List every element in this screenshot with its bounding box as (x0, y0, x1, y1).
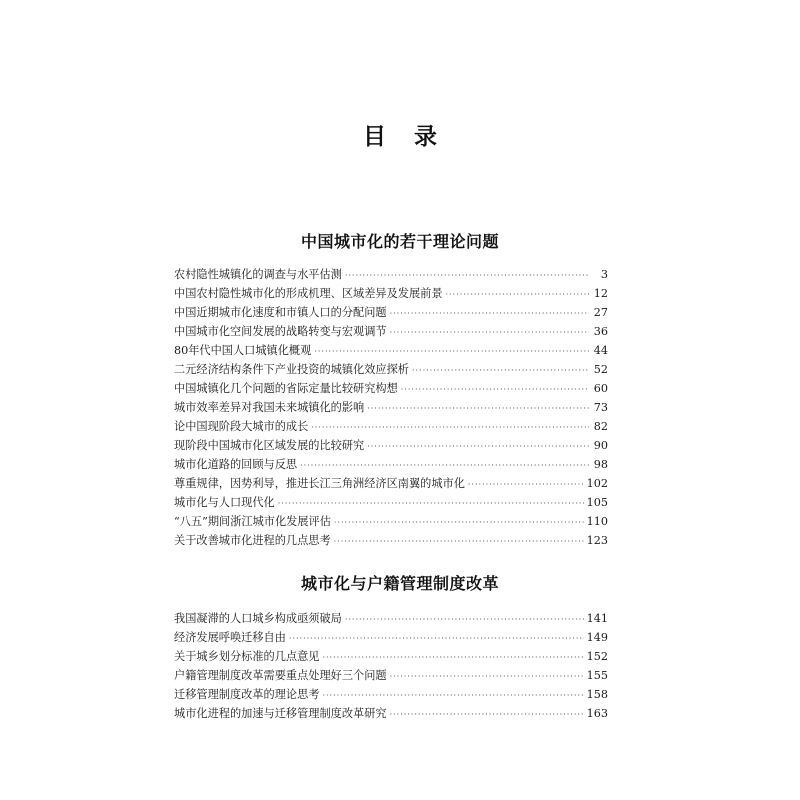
leader-dots (300, 456, 589, 474)
toc-entry[interactable] (174, 265, 608, 284)
leader-dots (390, 705, 584, 723)
leader-dots (334, 513, 584, 531)
leader-dots (345, 610, 584, 628)
toc-entry-title: 尊重规律，因势利导，推进长江三角洲经济区南翼的城市化 (174, 477, 465, 490)
leader-dots (322, 648, 583, 666)
leader-dots (390, 323, 589, 341)
toc-list-section-1 (174, 265, 608, 550)
toc-entry-page-number: 163 (586, 707, 608, 720)
toc-entry-title: “八五”期间浙江城市化发展评估 (174, 515, 331, 528)
toc-entry-page-number: 52 (593, 363, 608, 376)
toc-entry[interactable] (174, 360, 608, 379)
toc-entry-title: 中国农村隐性城市化的形成机理、区域差异及发展前景 (174, 287, 443, 300)
leader-dots (367, 437, 589, 455)
toc-entry-title: 户籍管理制度改革需要重点处理好三个问题 (174, 669, 387, 682)
toc-entry-page-number: 102 (586, 477, 608, 490)
toc-entry-page-number: 60 (593, 382, 608, 395)
toc-entry-title: 关于城乡划分标准的几点意见 (174, 650, 320, 663)
toc-entry-title: 关于改善城市化进程的几点思考 (174, 534, 331, 547)
toc-entry-page-number: 110 (586, 515, 608, 528)
toc-entry-title: 农村隐性城镇化的调查与水平估测 (174, 268, 342, 281)
leader-dots (367, 399, 589, 417)
toc-entry[interactable] (174, 398, 608, 417)
toc-entry[interactable] (174, 628, 608, 647)
toc-entry[interactable] (174, 512, 608, 531)
toc-entry[interactable] (174, 341, 608, 360)
toc-entry[interactable] (174, 455, 608, 474)
toc-entry-title: 城市效率差异对我国未来城镇化的影响 (174, 401, 365, 414)
toc-entry-title: 城市化进程的加速与迁移管理制度改革研究 (174, 707, 387, 720)
section-heading-2: 城市化与户籍管理制度改革 (300, 574, 499, 593)
toc-entry[interactable] (174, 647, 608, 666)
leader-dots (390, 667, 584, 685)
leader-dots (314, 342, 589, 360)
toc-entry[interactable] (174, 493, 608, 512)
toc-entry[interactable] (174, 322, 608, 341)
leader-dots (334, 532, 584, 550)
leader-dots (412, 361, 589, 379)
leader-dots (345, 266, 589, 284)
toc-entry-title: 中国城镇化几个问题的省际定量比较研究构想 (174, 382, 398, 395)
toc-entry-page-number: 82 (593, 420, 608, 433)
toc-entry-page-number: 98 (593, 458, 608, 471)
toc-entry-title: 80年代中国人口城镇化概观 (174, 344, 312, 357)
toc-list-section-2 (174, 609, 608, 723)
toc-entry[interactable] (174, 303, 608, 322)
toc-entry[interactable] (174, 379, 608, 398)
toc-entry-page-number: 44 (593, 344, 608, 357)
toc-entry-page-number: 152 (586, 650, 608, 663)
toc-entry-page-number: 27 (593, 306, 608, 319)
leader-dots (311, 418, 589, 436)
toc-entry[interactable] (174, 531, 608, 550)
toc-entry-title: 经济发展呼唤迁移自由 (174, 631, 286, 644)
toc-entry-page-number: 73 (593, 401, 608, 414)
toc-entry-title: 现阶段中国城市化区域发展的比较研究 (174, 439, 365, 452)
toc-entry[interactable] (174, 704, 608, 723)
toc-entry[interactable] (174, 609, 608, 628)
leader-dots (289, 629, 584, 647)
toc-entry-title: 城市化与人口现代化 (174, 496, 275, 509)
toc-entry-page-number: 141 (586, 612, 608, 625)
leader-dots (278, 494, 584, 512)
toc-entry-title: 中国城市化空间发展的战略转变与宏观调节 (174, 325, 387, 338)
toc-entry-title: 城市化道路的回顾与反思 (174, 458, 298, 471)
leader-dots (446, 285, 589, 303)
toc-entry-page-number: 36 (593, 325, 608, 338)
toc-entry-title: 论中国现阶段大城市的成长 (174, 420, 309, 433)
title-char-2: 录 (414, 124, 437, 150)
toc-entry-page-number: 3 (600, 268, 608, 281)
toc-entry-page-number: 158 (586, 688, 608, 701)
toc-entry-page-number: 105 (586, 496, 608, 509)
section-heading-1: 中国城市化的若干理论问题 (300, 232, 499, 251)
toc-entry-title: 迁移管理制度改革的理论思考 (174, 688, 320, 701)
leader-dots (401, 380, 589, 398)
toc-entry[interactable] (174, 666, 608, 685)
leader-dots (322, 686, 583, 704)
toc-entry-page-number: 155 (586, 669, 608, 682)
toc-entry-title: 中国近期城市化速度和市镇人口的分配问题 (174, 306, 387, 319)
toc-entry[interactable] (174, 284, 608, 303)
toc-entry[interactable] (174, 685, 608, 704)
leader-dots (390, 304, 589, 322)
toc-entry-page-number: 90 (593, 439, 608, 452)
page-title (0, 118, 800, 151)
toc-entry[interactable] (174, 436, 608, 455)
toc-entry-page-number: 149 (586, 631, 608, 644)
title-char-1: 目 (363, 124, 386, 150)
toc-entry-page-number: 12 (593, 287, 608, 300)
toc-entry[interactable] (174, 417, 608, 436)
toc-entry-title: 二元经济结构条件下产业投资的城镇化效应探析 (174, 363, 409, 376)
toc-entry[interactable] (174, 474, 608, 493)
leader-dots (468, 475, 584, 493)
toc-entry-page-number: 123 (586, 534, 608, 547)
toc-entry-title: 我国凝滞的人口城乡构成亟须破局 (174, 612, 342, 625)
